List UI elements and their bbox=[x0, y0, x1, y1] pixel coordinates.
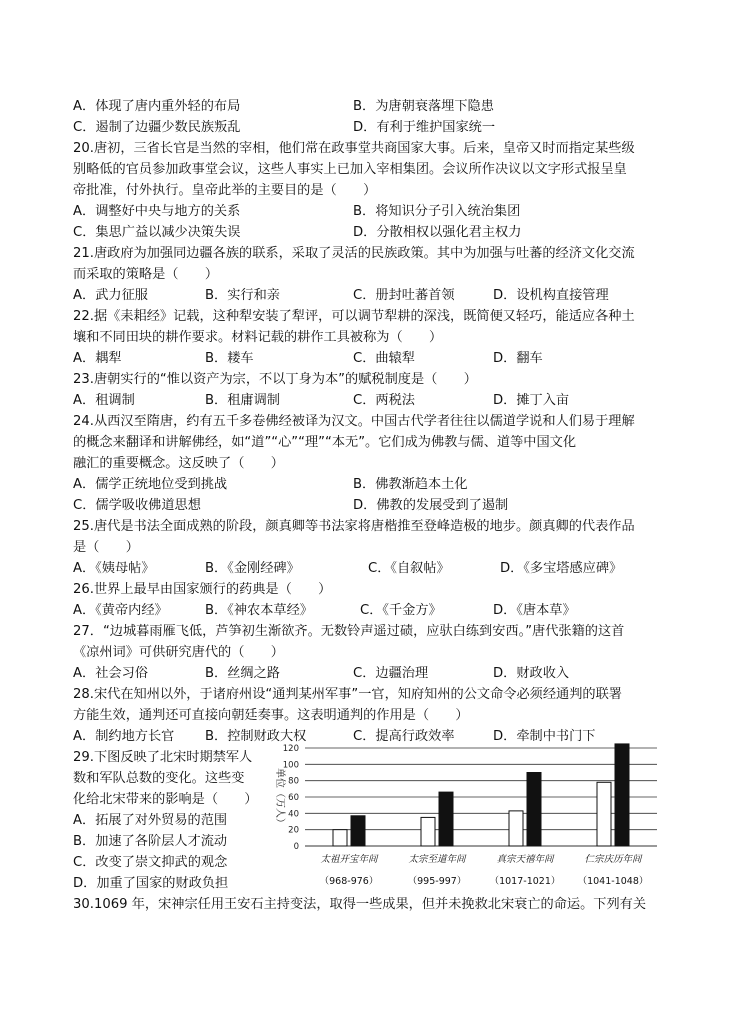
q25-option-b[interactable]: B．《金刚经碑》 bbox=[205, 561, 300, 576]
q21-option-a[interactable]: A．武力征服 bbox=[73, 288, 148, 303]
category-year-label: （1041-1048） bbox=[577, 876, 649, 887]
q28-option-a[interactable]: A．制约地方长官 bbox=[73, 729, 175, 744]
y-tick-label: 0 bbox=[293, 842, 299, 852]
q24-stem-line: 24.从西汉至隋唐，约有五千多卷佛经被译为汉文。中国古代学者往往以儒道学说和人们易于理解 bbox=[73, 414, 635, 429]
bar bbox=[509, 811, 523, 846]
q23-option-d[interactable]: D．摊丁入亩 bbox=[493, 393, 570, 408]
q23-option-c[interactable]: C．两税法 bbox=[353, 393, 415, 408]
q24-option-d[interactable]: D．佛教的发展受到了遏制 bbox=[353, 498, 509, 513]
q29-option-a[interactable]: A．拓展了对外贸易的范围 bbox=[73, 813, 228, 828]
military-size-bar-chart bbox=[265, 740, 665, 890]
q25-stem-line: 是（ ） bbox=[73, 540, 139, 555]
q20-stem-line: 帝批准，付外执行。皇帝此举的主要目的是（ ） bbox=[73, 183, 377, 198]
q20-option-d[interactable]: D．分散相权以强化君主权力 bbox=[353, 225, 522, 240]
q30-stem-line: 30.1069 年，宋神宗任用王安石主持变法，取得一些成果，但并未挽救北宋衰亡的命运。下列有关 bbox=[73, 897, 647, 912]
bar bbox=[615, 744, 629, 846]
q21-option-c[interactable]: C．册封吐蕃首领 bbox=[353, 288, 455, 303]
q23-option-b[interactable]: B．租庸调制 bbox=[205, 393, 280, 408]
q26-stem-line: 26.世界上最早由国家颁行的药典是（ ） bbox=[73, 582, 332, 597]
q29-option-d[interactable]: D．加重了国家的财政负担 bbox=[73, 876, 229, 891]
q25-option-a[interactable]: A．《姨母帖》 bbox=[73, 561, 155, 576]
q22-option-a[interactable]: A．耦犁 bbox=[73, 351, 122, 366]
category-year-label: （995-997） bbox=[407, 876, 467, 887]
bar bbox=[527, 773, 541, 847]
q28-stem-line: 28.宋代在知州以外，于诸府州设“通判某州军事”一官，知府知州的公文命令必须经通判的联署 bbox=[73, 687, 622, 702]
q21-stem-line: 而采取的策略是（ ） bbox=[73, 267, 219, 282]
q22-stem-line: 壤和不同田块的耕作要求。材料记载的耕作工具被称为（ ） bbox=[73, 330, 443, 345]
q19-option-b[interactable]: B．为唐朝衰落埋下隐患 bbox=[353, 99, 494, 114]
q27-option-b[interactable]: B．丝绸之路 bbox=[205, 666, 280, 681]
q27-stem-line: 《凉州词》可供研究唐代的（ ） bbox=[73, 645, 284, 660]
q22-option-c[interactable]: C．曲辕犁 bbox=[353, 351, 415, 366]
q22-stem-line: 22.据《耒耜经》记载，这种犁安装了犁评，可以调节犁耕的深浅，既简便又轻巧，能适应各种土 bbox=[73, 309, 635, 324]
q28-option-c[interactable]: C．提高行政效率 bbox=[353, 729, 455, 744]
q27-option-d[interactable]: D．财政收入 bbox=[493, 666, 570, 681]
y-tick-label: 100 bbox=[282, 760, 299, 771]
q27-stem-line: 27．“边城暮雨雁飞低，芦笋初生渐欲齐。无数铃声遥过碛，应驮白练到安西。”唐代张籍的这首 bbox=[73, 624, 625, 639]
q19-option-a[interactable]: A．体现了唐内重外轻的布局 bbox=[73, 99, 241, 114]
q25-option-c[interactable]: C．《自叙帖》 bbox=[368, 561, 450, 576]
bar bbox=[597, 782, 611, 846]
category-label: 太祖开宝年间 bbox=[320, 854, 378, 865]
q26-option-b[interactable]: B．《神农本草经》 bbox=[205, 603, 313, 618]
bar bbox=[421, 817, 435, 846]
bar bbox=[351, 816, 365, 846]
q29-stem-line: 数和军队总数的变化。这些变 bbox=[73, 771, 245, 786]
q24-option-c[interactable]: C．儒学吸收佛道思想 bbox=[73, 498, 201, 513]
q24-stem-line: 的概念来翻译和讲解佛经，如“道”“心”“理”“本无”。它们成为佛教与儒、道等中国文化 bbox=[73, 435, 577, 450]
q29-option-b[interactable]: B．加速了各阶层人才流动 bbox=[73, 834, 228, 849]
q20-option-a[interactable]: A．调整好中央与地方的关系 bbox=[73, 204, 241, 219]
q28-option-b[interactable]: B．控制财政大权 bbox=[205, 729, 307, 744]
bar bbox=[439, 792, 453, 846]
q24-stem-line: 融汇的重要概念。这反映了（ ） bbox=[73, 456, 284, 471]
category-label: 仁宗庆历年间 bbox=[584, 854, 642, 865]
q19-option-c[interactable]: C．遏制了边疆少数民族叛乱 bbox=[73, 120, 241, 135]
q24-option-a[interactable]: A．儒学正统地位受到挑战 bbox=[73, 477, 228, 492]
q20-stem-line: 别略低的官员参加政事堂会议，这些人事实上已加入宰相集团。会议所作决议以文字形式报呈皇 bbox=[73, 162, 627, 177]
q22-option-b[interactable]: B．耧车 bbox=[205, 351, 254, 366]
q26-option-a[interactable]: A．《黄帝内经》 bbox=[73, 603, 168, 618]
bar bbox=[333, 830, 347, 846]
q27-option-c[interactable]: C．边疆治理 bbox=[353, 666, 429, 681]
y-tick-label: 60 bbox=[288, 793, 299, 803]
q23-option-a[interactable]: A．租调制 bbox=[73, 393, 135, 408]
q22-option-d[interactable]: D．翻车 bbox=[493, 351, 543, 366]
q21-option-d[interactable]: D．设机构直接管理 bbox=[493, 288, 609, 303]
y-tick-label: 40 bbox=[288, 809, 299, 820]
q26-option-c[interactable]: C．《千金方》 bbox=[360, 603, 442, 618]
q28-stem-line: 方能生效，通判还可直接向朝廷奏事。这表明通判的作用是（ ） bbox=[73, 708, 469, 723]
q24-option-b[interactable]: B．佛教渐趋本土化 bbox=[353, 477, 468, 492]
q19-option-d[interactable]: D．有利于维护国家统一 bbox=[353, 120, 496, 135]
y-tick-label: 120 bbox=[282, 744, 299, 754]
q20-stem-line: 20.唐初，三省长官是当然的宰相，他们常在政事堂共商国家大事。后来，皇帝又时而指定某些级 bbox=[73, 141, 635, 156]
q29-stem-line: 29.下图反映了北宋时期禁军人 bbox=[73, 750, 253, 765]
category-year-label: （968-976） bbox=[319, 876, 379, 887]
q23-stem-line: 23.唐朝实行的“惟以资产为宗，不以丁身为本”的赋税制度是（ ） bbox=[73, 372, 477, 387]
y-tick-label: 20 bbox=[288, 825, 299, 836]
y-axis-label: 单位（万人） bbox=[274, 768, 285, 828]
q25-option-d[interactable]: D．《多宝塔感应碑》 bbox=[500, 561, 623, 576]
q21-stem-line: 21.唐政府为加强同边疆各族的联系，采取了灵活的民族政策。其中为加强与吐蕃的经济文化交流 bbox=[73, 246, 635, 261]
category-label: 真宗天禧年间 bbox=[496, 854, 554, 865]
q29-stem-line: 化给北宋带来的影响是（ ） bbox=[73, 792, 258, 807]
q20-option-b[interactable]: B．将知识分子引入统治集团 bbox=[353, 204, 521, 219]
q25-stem-line: 25.唐代是书法全面成熟的阶段，颜真卿等书法家将唐楷推至登峰造极的地步。颜真卿的代表作品 bbox=[73, 519, 635, 534]
y-tick-label: 80 bbox=[288, 776, 299, 787]
q21-option-b[interactable]: B．实行和亲 bbox=[205, 288, 280, 303]
q27-option-a[interactable]: A．社会习俗 bbox=[73, 666, 148, 681]
q28-option-d[interactable]: D．牵制中书门下 bbox=[493, 729, 596, 744]
q20-option-c[interactable]: C．集思广益以减少决策失误 bbox=[73, 225, 241, 240]
q29-option-c[interactable]: C．改变了崇文抑武的观念 bbox=[73, 855, 228, 870]
q26-option-d[interactable]: D．《唐本草》 bbox=[493, 603, 576, 618]
category-year-label: （1017-1021） bbox=[489, 876, 561, 887]
category-label: 太宗至道年间 bbox=[408, 854, 466, 865]
